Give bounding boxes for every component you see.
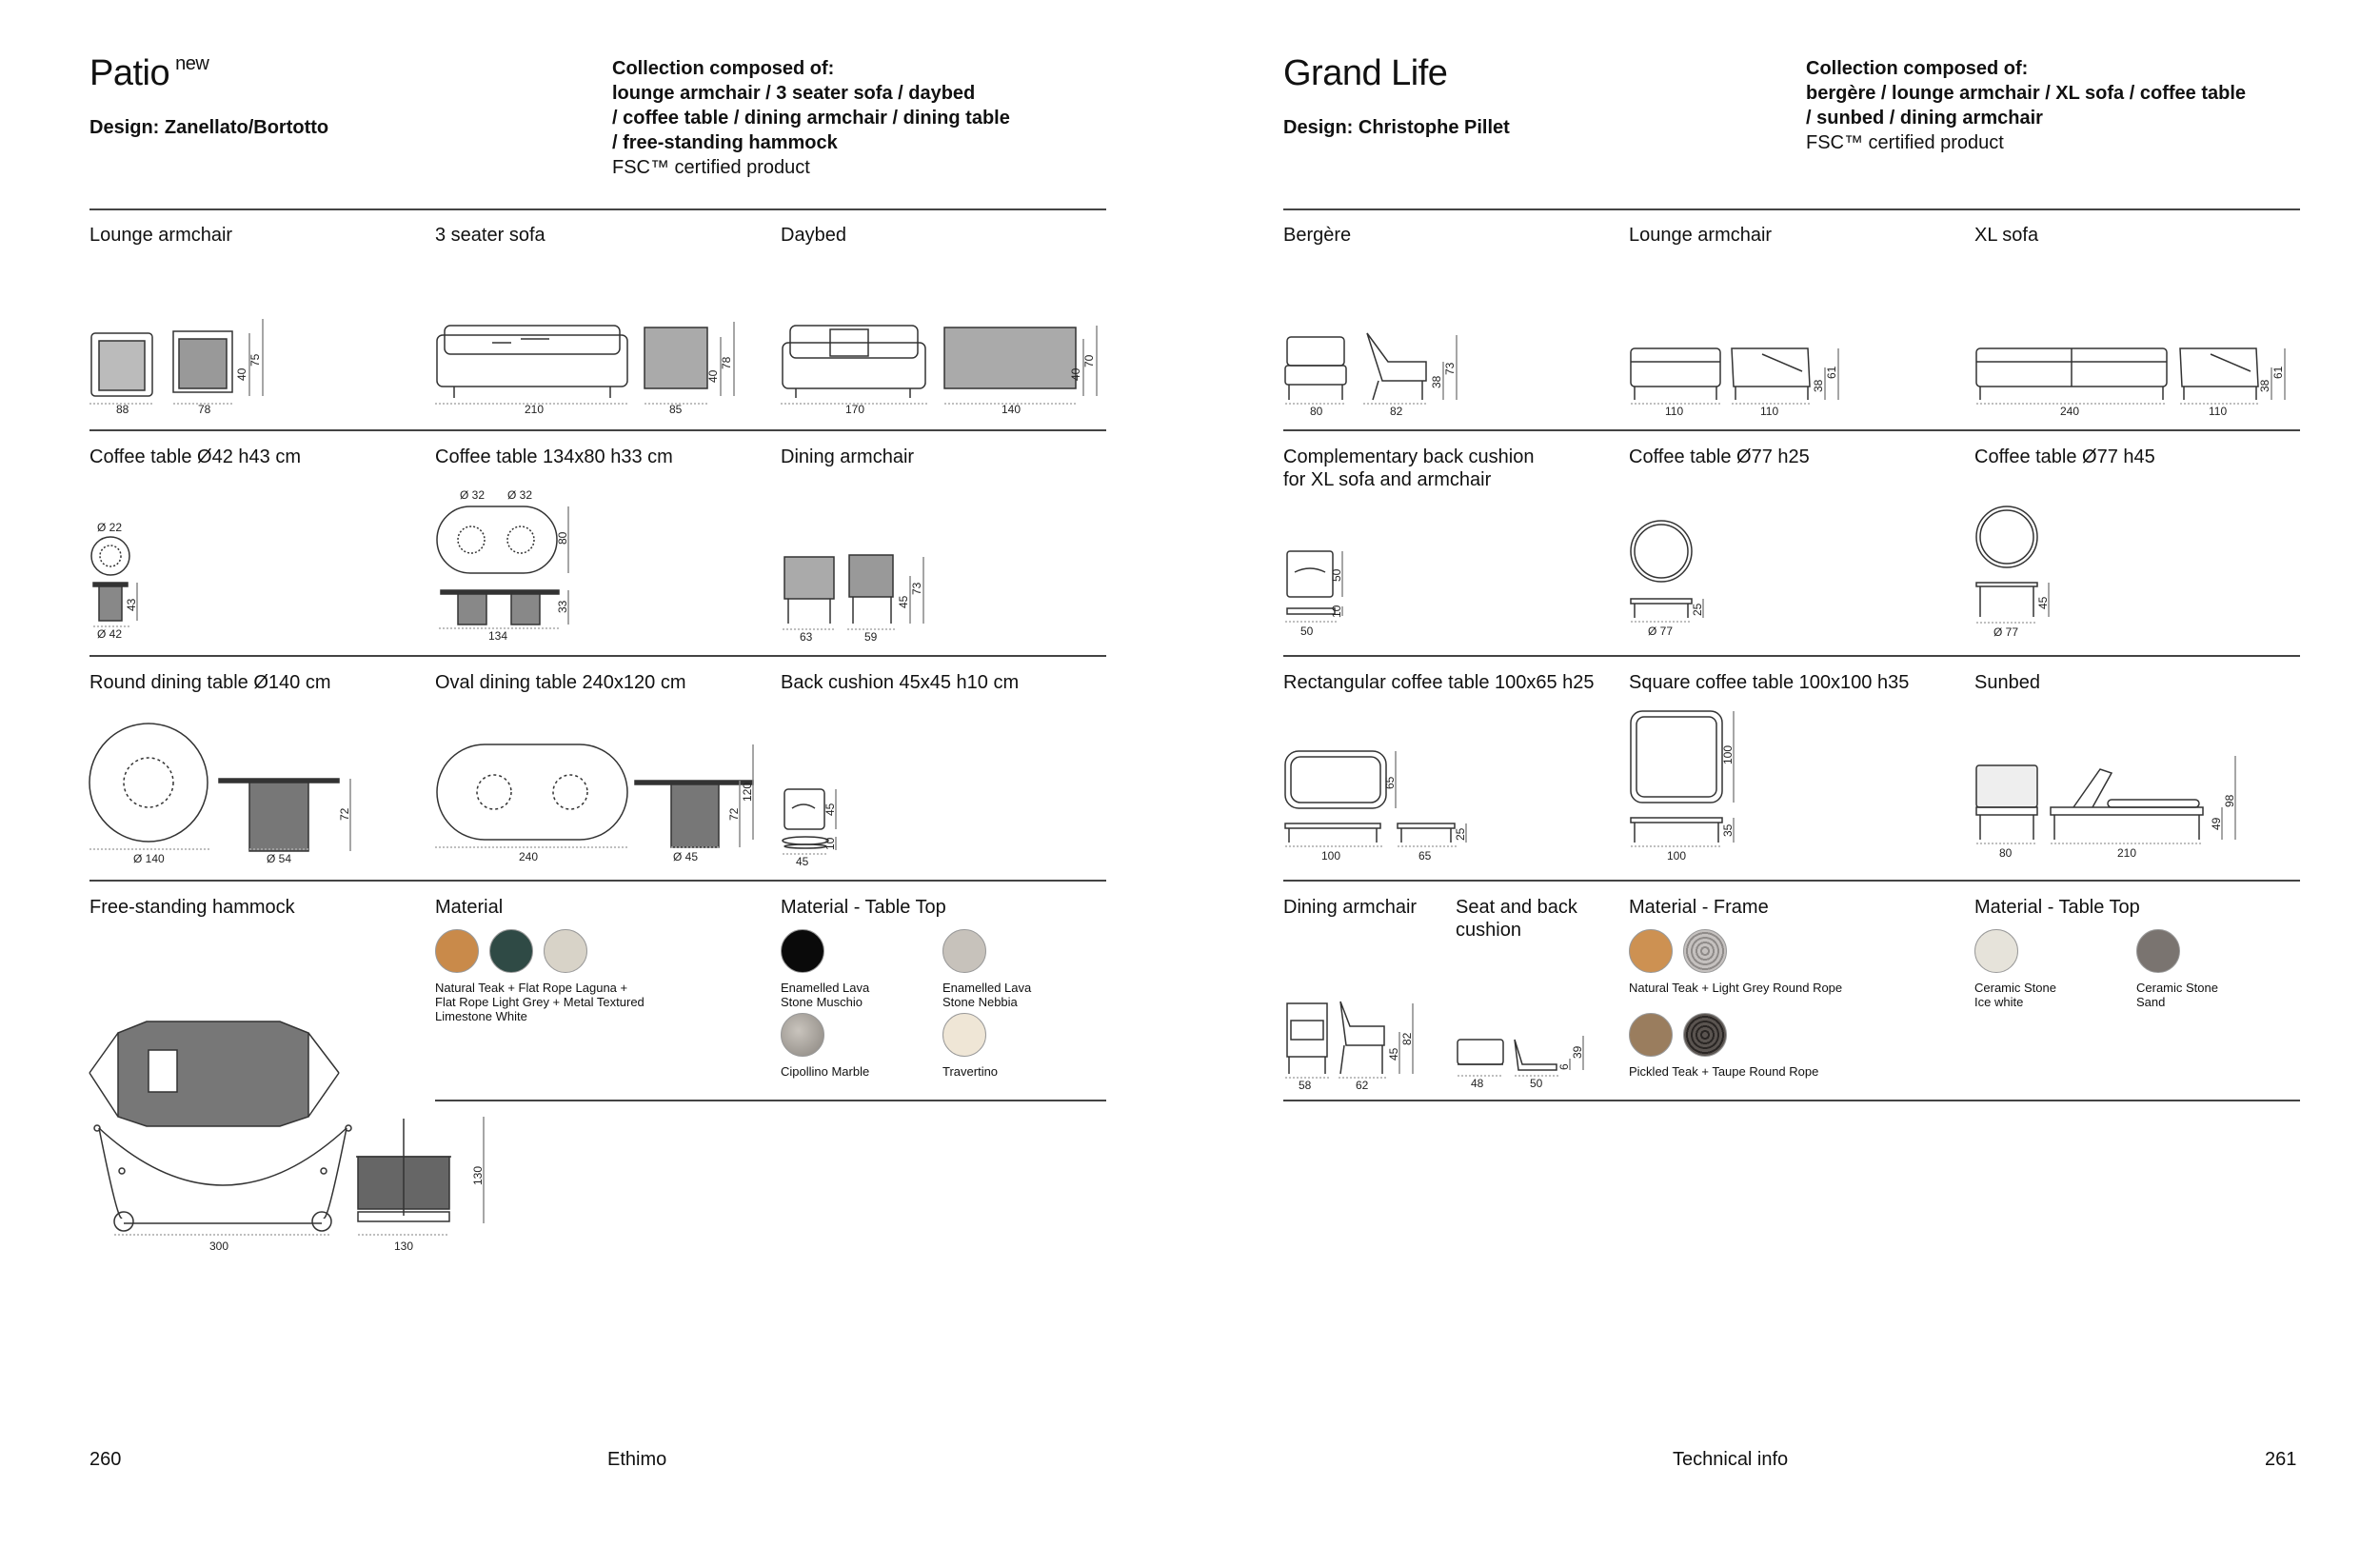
dim-top-diameter: Ø 32 [460,488,486,502]
swatch-ceramic-ice-white [1974,929,2018,973]
dim-width: 88 [116,403,129,416]
dim-height: 70 [1082,354,1096,367]
page-title: Patio $^{new}$ [89,53,209,93]
dim-seat-height: 45 [1387,1047,1400,1061]
seat-back-cushion-drawing [1456,1026,1598,1089]
dim-width: 240 [519,850,539,863]
divider [1283,880,2300,882]
divider [89,655,1106,657]
dim-width: 48 [1471,1077,1484,1090]
label-coffee-table-77-25: Coffee table Ø77 h25 [1629,446,1810,467]
label-round-dining-table: Round dining table Ø140 cm [89,672,331,693]
dim-height: 130 [471,1165,485,1185]
coffee-table-77-25-drawing [1629,519,1743,643]
dim-base-diameter: Ø 54 [267,852,292,865]
rectangular-coffee-table-drawing [1283,747,1493,869]
collection-line: / coffee table / dining armchair / dining table [612,108,1010,129]
divider [89,208,1106,210]
swatch-taupe-round-rope [1683,1013,1727,1057]
dim-diameter: Ø 77 [1648,625,1674,638]
dim-depth: 85 [669,403,683,416]
label-rectangular-coffee-table: Rectangular coffee table 100x65 h25 [1283,672,1595,693]
label-dining-armchair: Dining armchair [781,446,915,467]
divider [1283,208,2300,210]
hammock-drawing [89,1014,508,1257]
collection-description [1806,56,2246,155]
label-bergere: Bergère [1283,225,1352,246]
footer-section: Technical info [1673,1449,1789,1470]
label-coffee-table-oval: Coffee table 134x80 h33 cm [435,446,673,467]
divider [1283,655,2300,657]
label-material-table-top: Material - Table Top [781,897,946,918]
label-coffee-table-77-45: Coffee table Ø77 h45 [1974,446,2155,467]
label-lounge-armchair: Lounge armchair [89,225,233,246]
material-caption: Ceramic Stone Ice white [1974,981,2056,1009]
label-lounge-armchair: Lounge armchair [1629,225,1773,246]
collection-line: / free-standing hammock [612,132,838,153]
dim-height: 98 [2223,794,2236,807]
dim-height: 33 [556,600,569,613]
dim-seat-height: 45 [897,595,910,608]
dim-depth: 65 [1383,776,1397,789]
divider [1283,1100,2300,1101]
label-complementary-back-cushion: Complementary back cushion for XL sofa and armchair [1283,446,1535,490]
dim-seat-height: 40 [235,367,248,381]
collection-heading: Collection composed of: [1806,58,2029,79]
label-free-standing-hammock: Free-standing hammock [89,897,295,918]
dim-height: 45 [2036,596,2050,609]
label-xl-sofa: XL sofa [1974,225,2039,246]
right-page [1190,0,2380,1547]
dim-width: 80 [1999,846,2013,860]
round-dining-table-drawing [89,722,375,869]
material-caption: Enamelled Lava Stone Nebbia [942,981,1032,1009]
dim-depth: 140 [1002,403,1021,416]
dim-height: 72 [338,807,351,821]
collection-description [612,56,1010,180]
daybed-drawing [781,314,1104,419]
dim-seat-height: 38 [2258,379,2271,392]
swatch-ceramic-sand [2136,929,2180,973]
dim-thickness: 10 [823,837,837,850]
lounge-armchair-gl-drawing [1629,333,1895,419]
dim-top-diameter: Ø 22 [97,521,123,534]
divider [1283,429,2300,431]
label-back-cushion: Back cushion 45x45 h10 cm [781,672,1020,693]
swatch-light-grey-limestone [544,929,587,973]
dim-width: 300 [209,1240,229,1253]
coffee-table-77-45-drawing [1974,505,2089,643]
label-material-frame: Material - Frame [1629,897,1769,918]
dim-depth: 110 [1760,405,1779,418]
material-caption: Ceramic Stone Sand [2136,981,2218,1009]
material-caption: Natural Teak + Flat Rope Laguna + Flat Rope Light Grey + Metal Textured Limestone White [435,981,645,1023]
label-square-coffee-table: Square coffee table 100x100 h35 [1629,672,1910,693]
dim-depth: 130 [394,1240,414,1253]
dim-height: 39 [1571,1045,1584,1059]
swatch-lava-muschio [781,929,824,973]
dim-depth: 65 [1418,849,1432,863]
page-number: 261 [2265,1449,2297,1470]
material-caption: Pickled Teak + Taupe Round Rope [1629,1064,1819,1079]
dim-depth: 62 [1356,1079,1369,1092]
label-material-table-top: Material - Table Top [1974,897,2140,918]
dim-height: 61 [1825,366,1838,379]
dim-width: 240 [2060,405,2080,418]
dim-width: 45 [796,855,809,868]
dim-width: 134 [488,629,508,643]
swatch-flat-rope-laguna [489,929,533,973]
coffee-table-oval-drawing [435,486,587,643]
coffee-table-small-drawing [89,514,185,643]
label-3-seater-sofa: 3 seater sofa [435,225,545,246]
label-oval-dining-table: Oval dining table 240x120 cm [435,672,686,693]
dim-width: 110 [1665,405,1684,418]
dim-height: 61 [2271,366,2285,379]
divider [435,1100,1106,1101]
dim-height: 75 [248,353,262,367]
dim-height: 73 [1443,362,1457,375]
dim-height: 78 [720,356,733,369]
swatch-natural-teak [435,929,479,973]
bergere-drawing [1283,324,1474,419]
dim-length: 210 [2117,846,2137,860]
material-caption: Travertino [942,1064,999,1079]
designer: Design: Christophe Pillet [1283,117,1510,138]
fsc-note: FSC™ certified product [1806,132,2004,153]
dim-depth: 78 [198,403,211,416]
collection-line: lounge armchair / 3 seater sofa / daybed [612,83,976,104]
dim-seat-height: 40 [1069,367,1082,381]
swatch-natural-teak [1629,929,1673,973]
dim-seat-height: 38 [1812,379,1825,392]
label-seat-back-cushion: Seat and back cushion [1456,897,1577,941]
label-material: Material [435,897,504,918]
dim-top-diameter: Ø 32 [507,488,533,502]
dim-depth: 82 [1390,405,1403,418]
square-coffee-table-drawing [1629,709,1762,869]
back-cushion-drawing [781,785,857,869]
footer-brand: Ethimo [607,1449,667,1470]
oval-dining-table-drawing [435,743,768,869]
dim-width: 50 [1300,625,1314,638]
dining-armchair-gl-drawing [1283,998,1445,1092]
dim-seat-height: 40 [706,369,720,383]
dim-width: 63 [800,630,813,644]
swatch-travertino [942,1013,986,1057]
dim-height: 50 [1330,568,1343,582]
dim-height: 82 [1400,1032,1414,1045]
dim-diameter: Ø 140 [133,852,165,865]
dim-base-diameter: Ø 42 [97,627,123,641]
dim-depth: 50 [1530,1077,1543,1090]
material-caption: Cipollino Marble [781,1064,870,1079]
designer: Design: Zanellato/Bortotto [89,117,329,138]
3-seater-sofa-drawing [435,314,759,419]
back-cushion-gl-drawing [1283,547,1369,643]
dim-depth: 80 [556,531,569,545]
dim-thickness: 10 [1330,605,1343,618]
dim-width: 100 [1321,849,1341,863]
dim-width: 58 [1299,1079,1312,1092]
dim-depth: 120 [741,782,754,802]
dim-seat-height: 38 [1430,375,1443,388]
collection-line: bergère / lounge armchair / XL sofa / coffee table [1806,83,2246,104]
swatch-light-grey-round-rope [1683,929,1727,973]
lounge-armchair-drawing [89,314,289,419]
label-sunbed: Sunbed [1974,672,2040,693]
dim-depth: 59 [864,630,878,644]
collection-line: / sunbed / dining armchair [1806,108,2043,129]
dim-width: 80 [1310,405,1323,418]
dim-width: 170 [845,403,865,416]
material-caption: Enamelled Lava Stone Muschio [781,981,870,1009]
sunbed-drawing [1974,752,2260,869]
dim-height: 73 [910,582,923,595]
fsc-note: FSC™ certified product [612,157,810,178]
new-badge: new [175,53,209,74]
dim-depth: 100 [1721,744,1735,764]
dim-height: 25 [1691,603,1704,616]
divider [89,429,1106,431]
dim-depth: 110 [2209,405,2228,418]
swatch-lava-nebbia [942,929,986,973]
swatch-pickled-teak [1629,1013,1673,1057]
dim-seat-height: 6 [1557,1063,1571,1070]
material-caption: Natural Teak + Light Grey Round Rope [1629,981,1843,995]
page-number: 260 [89,1449,122,1470]
dim-height: 43 [125,598,138,611]
page-title: Grand Life [1283,53,1448,93]
label-coffee-table-small: Coffee table Ø42 h43 cm [89,446,301,467]
label-dining-armchair: Dining armchair [1283,897,1418,918]
dining-armchair-drawing [781,547,942,643]
dim-height: 45 [823,803,837,816]
collection-heading: Collection composed of: [612,58,835,79]
dim-base-diameter: Ø 45 [673,850,699,863]
dim-height: 25 [1454,827,1467,841]
dim-diameter: Ø 77 [1993,625,2019,639]
xl-sofa-drawing [1974,333,2298,419]
label-daybed: Daybed [781,225,846,246]
swatch-cipollino-marble [781,1013,824,1057]
dim-height: 72 [727,807,741,821]
dim-height: 35 [1721,823,1735,837]
divider [89,880,1106,882]
dim-seat-height: 49 [2210,817,2223,830]
dim-width: 210 [525,403,545,416]
dim-width: 100 [1667,849,1687,863]
